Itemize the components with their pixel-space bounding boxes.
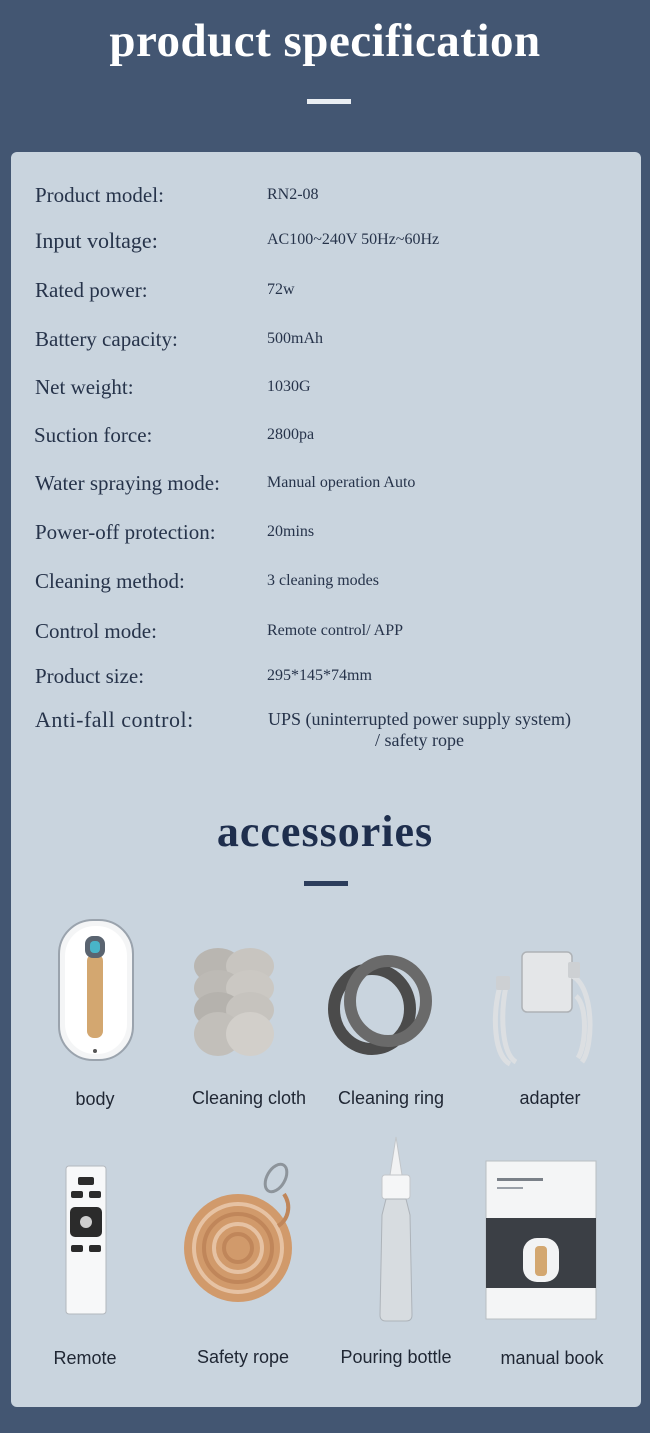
- pouring-bottle-icon: [368, 1135, 424, 1325]
- accessory-label-remote: Remote: [53, 1348, 117, 1368]
- accessory-label-ring: Cleaning ring: [337, 1088, 445, 1108]
- accessory-label-rope: Safety rope: [196, 1347, 290, 1367]
- spec-value: Remote control/ APP: [267, 622, 403, 639]
- accessory-label-manual: manual book: [500, 1348, 604, 1368]
- spec-label: Cleaning method:: [35, 569, 185, 593]
- spec-value: AC100~240V 50Hz~60Hz: [267, 231, 440, 248]
- accessories-title: accessories: [216, 807, 434, 856]
- adapter-icon: [490, 946, 600, 1071]
- cleaning-ring-icon: [330, 955, 430, 1055]
- spec-label: Power-off protection:: [35, 520, 216, 544]
- spec-value: 1030G: [267, 378, 311, 395]
- cleaning-cloth-icon: [190, 946, 278, 1059]
- spec-label: Rated power:: [35, 278, 148, 302]
- spec-label: Battery capacity:: [35, 327, 178, 351]
- spec-value: 295*145*74mm: [267, 667, 372, 684]
- spec-label: Anti-fall control:: [35, 707, 194, 732]
- title-divider: [307, 99, 351, 104]
- spec-value: 2800pa: [267, 426, 315, 443]
- accessory-label-adapter: adapter: [519, 1088, 581, 1108]
- spec-value: UPS (uninterrupted power supply system) / safety rope: [268, 709, 571, 750]
- spec-value: RN2-08: [267, 186, 319, 203]
- spec-value: 3 cleaning modes: [267, 572, 379, 589]
- spec-value: 500mAh: [267, 330, 323, 347]
- spec-label: Water spraying mode:: [35, 471, 220, 495]
- accessory-label-body: body: [75, 1089, 115, 1109]
- spec-label: Product model:: [35, 183, 164, 207]
- spec-label: Control mode:: [35, 619, 157, 643]
- page-title: product specification: [109, 15, 541, 67]
- accessory-label-bottle: Pouring bottle: [340, 1347, 452, 1367]
- spec-value: Manual operation Auto: [267, 474, 416, 491]
- spec-value: 20mins: [267, 523, 315, 540]
- spec-label: Input voltage:: [35, 228, 158, 253]
- manual-book-icon: [485, 1160, 597, 1320]
- spec-label: Product size:: [35, 664, 145, 688]
- accessories-divider: [304, 881, 348, 886]
- spec-label: Net weight:: [35, 375, 134, 399]
- spec-value: 72w: [267, 281, 295, 298]
- robot-body-icon: [55, 918, 137, 1063]
- accessory-label-cloth: Cleaning cloth: [191, 1088, 307, 1108]
- spec-label: Suction force:: [34, 423, 153, 447]
- safety-rope-icon: [180, 1160, 302, 1310]
- remote-icon: [65, 1165, 107, 1315]
